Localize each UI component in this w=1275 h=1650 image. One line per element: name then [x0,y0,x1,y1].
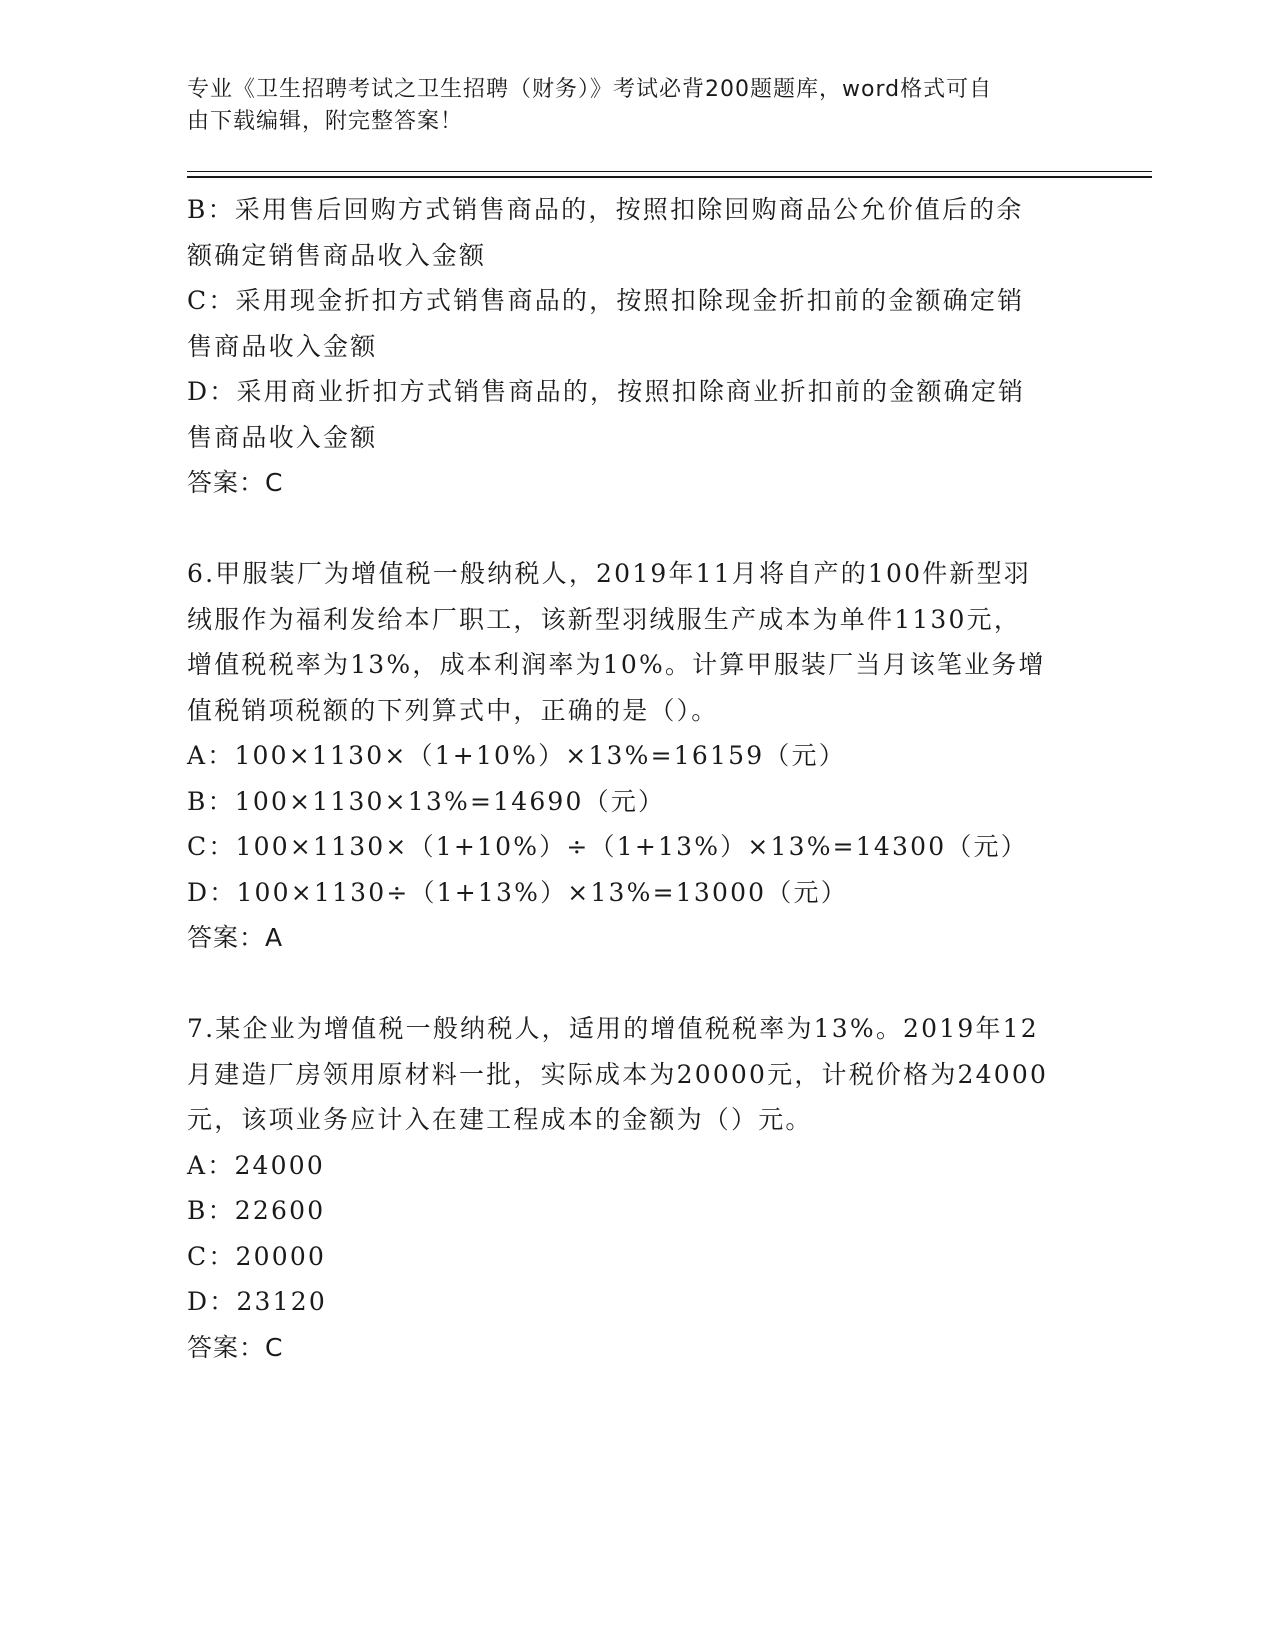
question-6 [187,551,1087,961]
q6-stem-line-3: 增值税税率为13%，成本利润率为10%。计算甲服装厂当月该笔业务增 [187,650,1046,679]
q6-option-c: C：100×1130×（1+10%）÷（1+13%）×13%=14300（元） [187,832,1028,861]
q5-option-c-line-1: C：采用现金折扣方式销售商品的，按照扣除现金折扣前的金额确定销 [187,286,1025,315]
q7-option-c: C：20000 [187,1241,327,1271]
header-divider-bottom [187,176,1152,178]
q6-answer: 答案：A [187,923,284,952]
q5-option-d-line-1: D：采用商业折扣方式销售商品的，按照扣除商业折扣前的金额确定销 [187,377,1026,406]
question-7 [187,1006,1087,1370]
question-5-tail [187,187,1087,506]
header-line-1: 专业《卫生招聘考试之卫生招聘（财务）》考试必背200题题库，word格式可自 [187,77,993,102]
q6-stem-line-4: 值税销项税额的下列算式中，正确的是（）。 [187,695,719,725]
q7-stem-line-2: 月建造厂房领用原材料一批，实际成本为20000元，计税价格为24000 [187,1059,1049,1089]
q7-stem-line-1: 7.某企业为增值税一般纳税人，适用的增值税税率为13%。2019年12 [187,1014,1039,1043]
q5-option-b-line-2: 额确定销售商品收入金额 [187,240,487,270]
q7-option-b: B：22600 [187,1196,326,1225]
q6-option-b: B：100×1130×13%=14690（元） [187,786,666,816]
q5-answer: 答案：C [187,468,284,497]
header-line-2: 由下载编辑，附完整答案！ [187,109,464,134]
spacer [187,506,1087,552]
q6-stem-line-2: 绒服作为福利发给本厂职工，该新型羽绒服生产成本为单件1130元， [187,604,1022,634]
q7-stem-line-3: 元，该项业务应计入在建工程成本的金额为（）元。 [187,1105,813,1134]
q5-option-d-line-2: 售商品收入金额 [187,422,378,452]
q5-option-b-line-1: B：采用售后回购方式销售商品的，按照扣除回购商品公允价值后的余 [187,195,1024,224]
q5-option-c-line-2: 售商品收入金额 [187,331,378,361]
q6-option-d: D：100×1130÷（1+13%）×13%=13000（元） [187,877,848,907]
q7-option-d: D：23120 [187,1287,327,1316]
question-content [187,187,1087,1370]
document-header [187,74,1067,138]
header-divider-top [187,171,1152,172]
q7-answer: 答案：C [187,1332,284,1362]
q6-stem-line-1: 6.甲服装厂为增值税一般纳税人，2019年11月将自产的100件新型羽 [187,559,1032,588]
q7-option-a: A：24000 [187,1150,325,1180]
q6-option-a: A：100×1130×（1+10%）×13%=16159（元） [187,741,846,770]
spacer [187,961,1087,1007]
